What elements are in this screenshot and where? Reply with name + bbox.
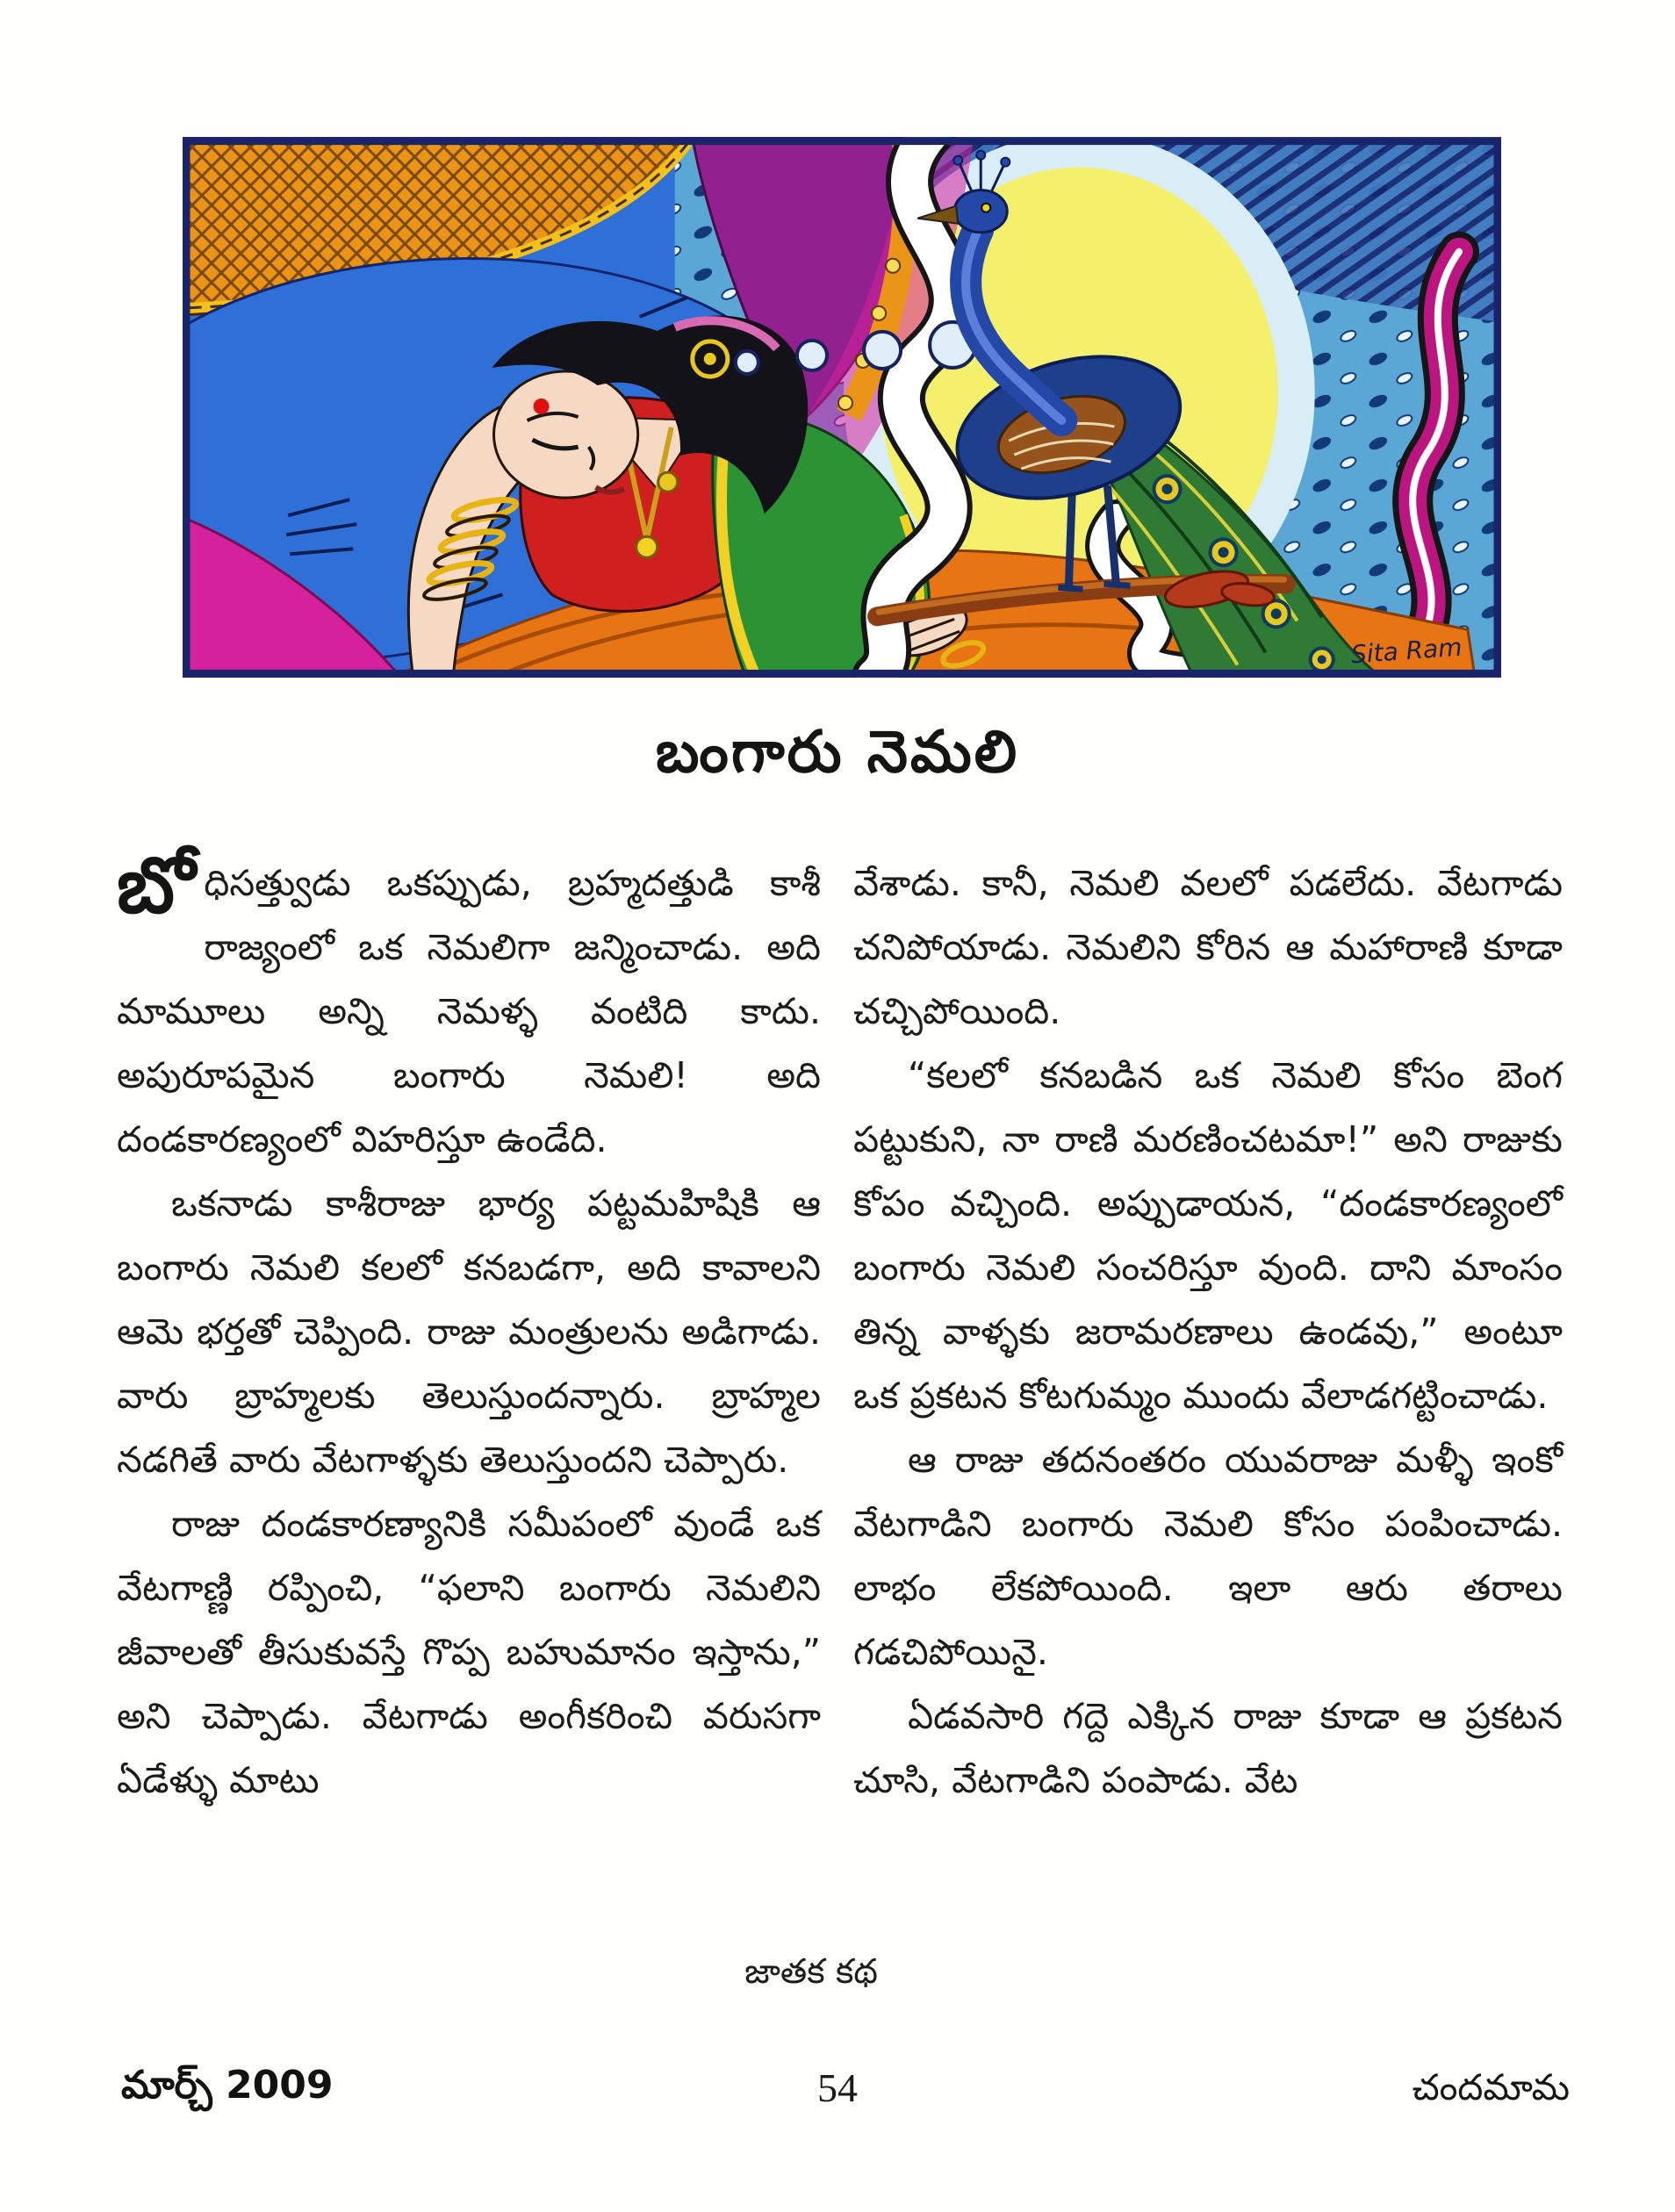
bindi [534,399,550,414]
story-illustration [183,137,1501,678]
paragraph-3: రాజు దండకారణ్యానికి సమీపంలో వుండే ఒక వేటగాణ్ణి రప్పించి, “ఫలాని బంగారు నెమలిని జీవాలతో తీసుకువస్తే గొప్ప బహుమానం ఇస్తాను,” అని చెప్పాడు. వేటగాడు అంగీకరించి వరుసగా ఏడేళ్ళు మాటు [117,1503,821,1801]
illustration-canvas [183,137,1501,678]
drop-cap: బో [117,840,196,930]
paragraph-5: “కలలో కనబడిన ఒక నెమలి కోసం బెంగ పట్టుకుని, నా రాణి మరణించటమా!” అని రాజుకు కోపం వచ్చింది. అప్పుడాయన, “దండకారణ్యంలో బంగారు నెమలి సంచరిస్తూ వుంది. దాని మాంసం తిన్న వాళ్ళకు జరామరణాలు ఉండవు,” అంటూ ఒక ప్రకటన కోటగుమ్మం ముందు వేలాడగట్టించాడు. [853,1054,1563,1417]
page-number: 54 [817,2065,858,2110]
paragraph-6: ఆ రాజు తదనంతరం యువరాజు మళ్ళీ ఇంకో వేటగాడిని బంగారు నెమలి కోసం పంపించాడు. లాభం లేకపోయింది. ఇలా ఆరు తరాలు గడచిపోయినై. [853,1439,1563,1673]
paragraph-7: ఏడవసారి గద్దె ఎక్కిన రాజు కూడా ఆ ప్రకటన చూసి, వేటగాడిని పంపాడు. వేట [853,1695,1563,1801]
paragraph-1: బోధిసత్త్వుడు ఒకప్పుడు, బ్రహ్మదత్తుడి కాశీ రాజ్యంలో ఒక నెమలిగా జన్మించాడు. అది మామూలు అన్ని నెమళ్ళ వంటిది కాదు. అపురూపమైన బంగారు నెమలి! అది దండకారణ్యంలో విహరిస్తూ ఉండేది. [117,840,821,1160]
paragraph-2: ఒకనాడు కాశీరాజు భార్య పట్టమహిషికి ఆ బంగారు నెమలి కలలో కనబడగా, అది కావాలని ఆమె భర్తతో చెప్పింది. రాజు మంత్రులను అడిగాడు. వారు బ్రాహ్మలకు తెలుస్తుందన్నారు. బ్రాహ్మల నడగితే వారు వేటగాళ్ళకు తెలుస్తుందని చెప్పారు. [117,1182,821,1481]
text-column-2 [853,851,1563,1813]
issue-date: మార్చ్ 2009 [121,2063,334,2108]
text-column-1 [117,840,821,1813]
category-label: జాతక కథ [744,1952,878,1992]
artist-signature: Sita Ram [1349,632,1463,670]
page-title: బంగారు నెమలి [655,718,1020,786]
magazine-name: చందమామ [1412,2066,1570,2108]
earring [658,472,678,492]
paragraph-4: వేశాడు. కానీ, నెమలి వలలో పడలేదు. వేటగాడు చనిపోయాడు. నెమలిని కోరిన ఆ మహారాణి కూడా చచ్చిపోయింది. [853,862,1563,1032]
